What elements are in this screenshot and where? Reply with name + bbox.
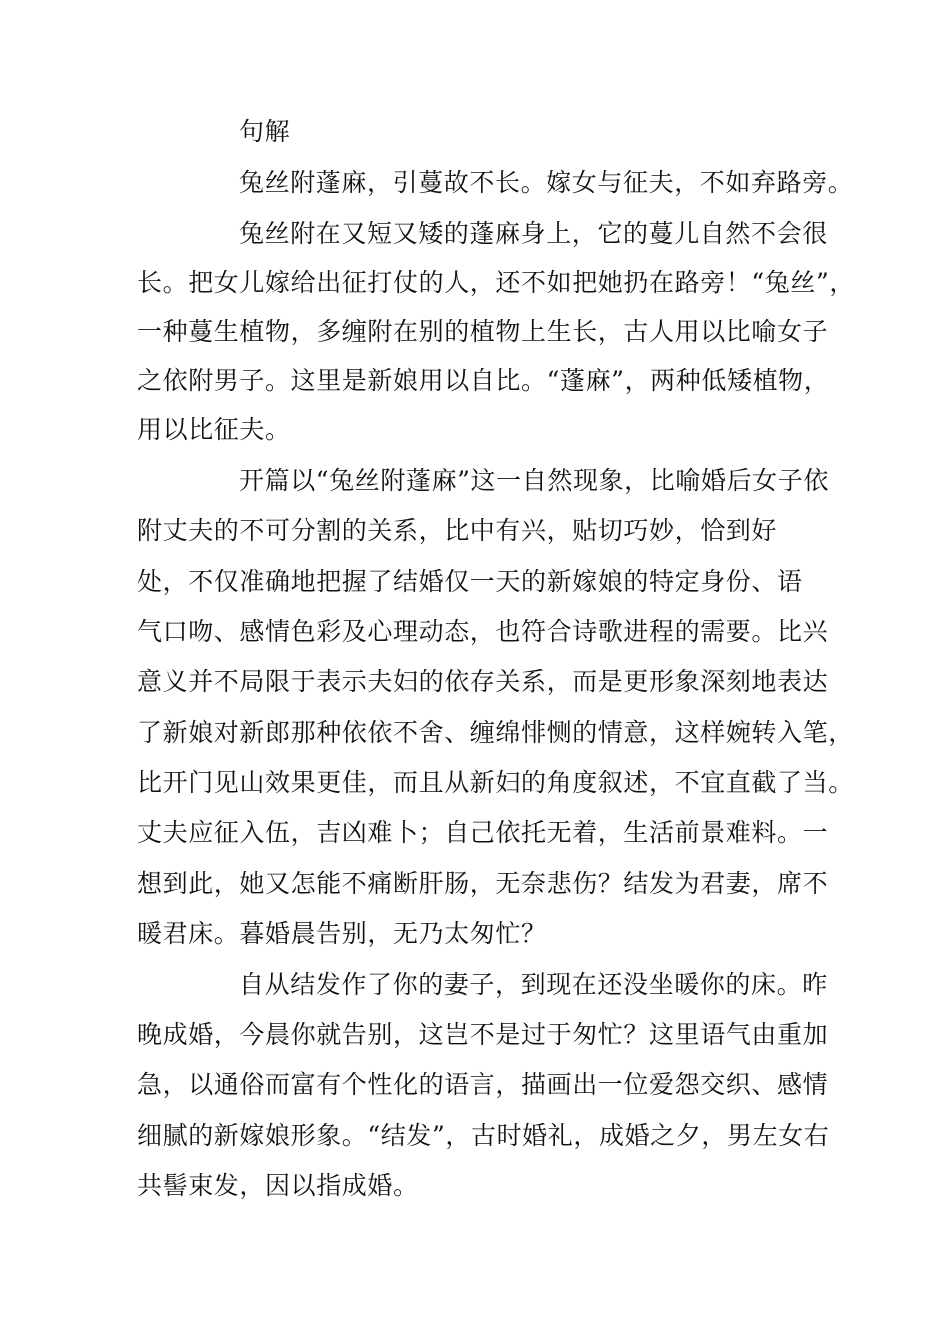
- section-heading: 句解: [239, 117, 291, 146]
- paragraph-2-line-7: 比开门见山效果更佳，而且从新妇的角度叙述，不宜直截了当。: [137, 768, 854, 797]
- paragraph-1-line-5: 用以比征夫。: [137, 415, 291, 444]
- paragraph-3-line-3: 急，以通俗而富有个性化的语言，描画出一位爱怨交织、感情: [137, 1070, 829, 1099]
- paragraph-3-line-1: 自从结发作了你的妻子，到现在还没坐暖你的床。昨: [239, 970, 828, 999]
- paragraph-3-line-4: 细腻的新嫁娘形象。“结发”，古时婚礼，成婚之夕，男左女右: [137, 1121, 830, 1150]
- paragraph-2-line-6: 了新娘对新郎那种依依不舍、缠绵悱恻的情意，这样婉转入笔，: [137, 718, 854, 747]
- paragraph-1-line-3: 一种蔓生植物，多缠附在别的植物上生长，古人用以比喻女子: [137, 317, 829, 346]
- paragraph-3-line-5: 共髻束发，因以指成婚。: [137, 1171, 419, 1200]
- paragraph-2-line-3: 处，不仅准确地把握了结婚仅一天的新嫁娘的特定身份、语: [137, 567, 803, 596]
- paragraph-3-line-2: 晚成婚，今晨你就告别，这岂不是过于匆忙？这里语气由重加: [137, 1020, 829, 1049]
- poem-lines: 兔丝附蓬麻，引蔓故不长。嫁女与征夫，不如弃路旁。: [239, 168, 854, 197]
- paragraph-2-line-9: 想到此，她又怎能不痛断肝肠，无奈悲伤？结发为君妻，席不: [137, 869, 829, 898]
- paragraph-1-line-2: 长。把女儿嫁给出征打仗的人，还不如把她扔在路旁！“兔丝”，: [137, 268, 855, 297]
- paragraph-1-line-4: 之依附男子。这里是新娘用以自比。“蓬麻”，两种低矮植物，: [137, 366, 830, 395]
- paragraph-2-line-10: 暖君床。暮婚晨告别，无乃太匆忙？: [137, 919, 547, 948]
- paragraph-2-line-1: 开篇以“兔丝附蓬麻”这一自然现象，比喻婚后女子依: [239, 466, 829, 495]
- paragraph-1-line-1: 兔丝附在又短又矮的蓬麻身上，它的蔓儿自然不会很: [239, 219, 828, 248]
- paragraph-2-line-8: 丈夫应征入伍，吉凶难卜；自己依托无着，生活前景难料。一: [137, 818, 829, 847]
- paragraph-2-line-2: 附丈夫的不可分割的关系，比中有兴，贴切巧妙，恰到好: [137, 516, 778, 545]
- paragraph-2-line-4: 气口吻、感情色彩及心理动态，也符合诗歌进程的需要。比兴: [137, 617, 829, 646]
- paragraph-2-line-5: 意义并不局限于表示夫妇的依存关系，而是更形象深刻地表达: [137, 667, 829, 696]
